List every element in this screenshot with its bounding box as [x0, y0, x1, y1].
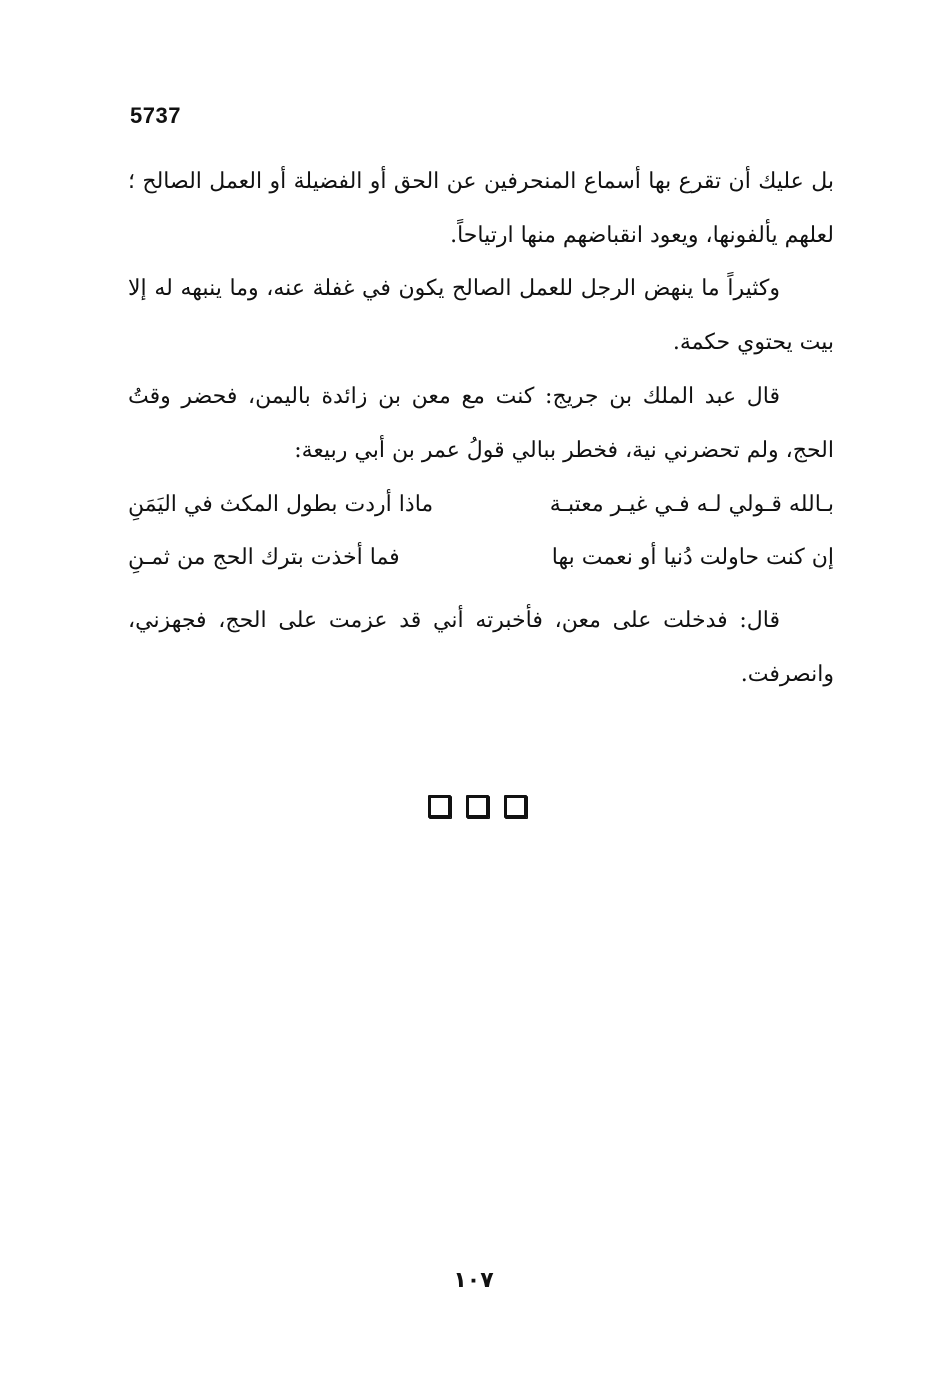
page-number: ١٠٧	[453, 1268, 494, 1293]
paragraph-2: وكثيراً ما ينهض الرجل للعمل الصالح يكون في غفلة عنه، وما ينبهه له إلا بيت يحتوي حكمة.	[128, 276, 834, 355]
poem-verse-1-second-hemistich: ماذا أردت بطول المكث في اليَمَنِ	[128, 492, 434, 517]
poem-verse-1-first-hemistich: بـالله قـولي لـه فـي غيـر معتبـة	[549, 492, 834, 517]
square-ornament-icon	[428, 795, 451, 818]
paragraph-1: بل عليك أن تقرع بها أسماع المنحرفين عن الحق أو الفضيلة أو العمل الصالح ؛ لعلهم يألفونها، ويعود انقباضهم منها ارتياحاً.	[128, 169, 834, 248]
page-id: 5737	[130, 103, 181, 128]
square-ornament-icon	[466, 795, 489, 818]
poem-verse-2-second-hemistich: فما أخذت بترك الحج من ثمـنِ	[128, 545, 400, 570]
poem-verse-2	[128, 531, 834, 585]
poem-verse-2-first-hemistich: إن كنت حاولت دُنيا أو نعمت بها	[551, 545, 834, 570]
paragraph-3: قال عبد الملك بن جريج: كنت مع معن بن زائدة باليمن، فحضر وقتُ الحج، ولم تحضرني نية، فخطر ببالي قولُ عمر بن أبي ربيعة:	[128, 384, 834, 463]
section-divider-ornament	[428, 795, 527, 818]
square-ornament-icon	[504, 795, 527, 818]
poem-verse-1	[128, 478, 834, 532]
paragraph-4: قال: فدخلت على معن، فأخبرته أني قد عزمت على الحج، فجهزني، وانصرفت.	[128, 608, 834, 687]
